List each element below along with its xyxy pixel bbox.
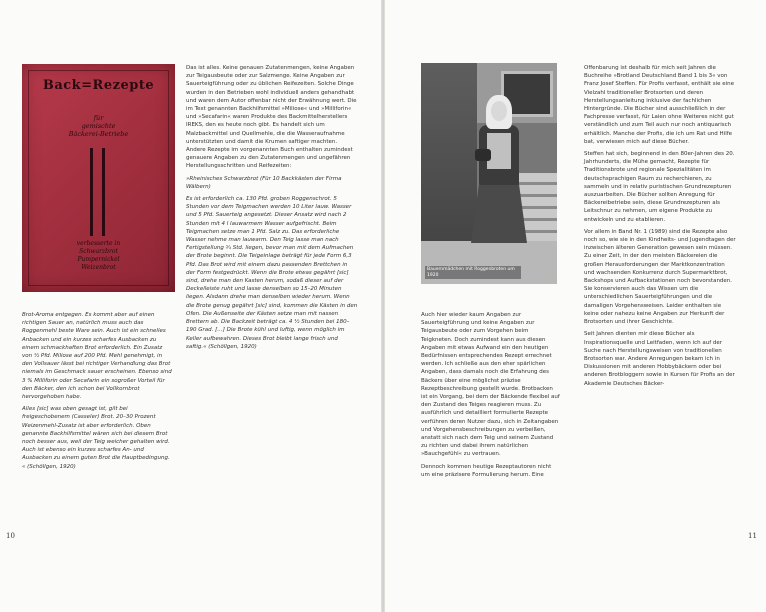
cover-publisher <box>22 240 175 272</box>
cover-ornament-bar <box>102 148 105 236</box>
paragraph: Vor allem in Band Nr. 1 (1989) sind die Rezepte also noch so, wie sie in den Kindheits- und Jugendtagen der inzwischen älteren Generation gewesen sein müssen. Zu einer Zeit, in der den meisten Bäckereien die großen Herausforderungen der Marktkonzentration und wachsenden Konkurrenz durch Supermarktbrot, Backshops und Aufbackstationen noch bevorstanden. Sie konservieren auch das Wissen um die unterschiedlichen Sauerteigführungen und die damaligen Vorgehensweisen. Leider enthalten sie keine oder nahezu keine Angaben zur Herkunft der Brotsorten und ihrer Geschichte. <box>584 228 736 326</box>
paragraph: Das ist alles. Keine genauen Zutatenmengen, keine Angaben zur Teigausbeute oder zur Salzmenge. Keine Angaben zur Sauerteigführung oder zu üblichen Reifezeiten. Solche Dinge wurden in den Betrieben wohl individuell anders gehandhabt und waren dem Autor offenbar nicht der Erwähnung wert. Die im Text genannten Backhilfsmittel »Miliose« und »Milliforin« und »Secafarin« waren Produkte des Backmittelherstellers IREKS, den es heute noch gibt. Es handelt sich um Malzbackmittel und Quellmehle, die die Wasseraufnahme unterstützten und damit die Krumen saftiger machten. Andere Rezepte im vorgenannten Buch enthalten zumindest genauere Angaben zu den Zutatenmengen und ungefähren Herstellungsschritten und Reifezeiten: <box>186 65 357 170</box>
left-page-column-1 <box>22 311 172 475</box>
paragraph: »Rheinisches Schwarzbrot (Für 10 Backkästen der Firma Wälbern) <box>186 175 342 190</box>
book-gutter <box>381 0 385 612</box>
cover-title: Back=Rezepte <box>42 78 155 93</box>
paragraph: Offenbarung ist deshalb für mich seit Jahren die Buchreihe »Brotland Deutschland Band 1 bis 3« von Franz Josef Steffen. Für Profis verfasst, enthält sie eine Vielzahl traditioneller Brotsorten und deren Herstellungsanleitung inklusive der fachlichen Hintergründe. Die Bücher sind ausschließlich in der Fachpresse verfasst, für Laien ohne Weiteres nicht gut verständlich und zum Teil auch nur noch antiquarisch erhältlich. Manche der Profis, die ich um Rat und Hilfe bat, verwiesen mich auf diese Bücher. <box>584 65 734 145</box>
cover-publisher-line: Weizenbrot <box>81 264 116 271</box>
photo-bread-loaf <box>475 149 491 161</box>
paragraph: Auch hier wieder kaum Angaben zur Sauerteigführung und keine Angaben zur Teigausbeute oder zum Vorgehen beim Teigkneten. Doch zumindest kann aus diesen Angaben mit etwas Aufwand ein den heutigen Bedürfnissen entsprechendes Rezept errechnet werden. Ich schließe aus den eher spärlichen Angaben, dass damals noch die Erfahrung des Bäckers über eine möglichst präzise Rezeptbeschreibung gestellt wurde. Brotbacken ist ein Vorgang, bei dem der Bäckende flexibel auf den Zustand des Teiges reagieren muss. Zu ausführlich und detailliert formulierte Rezepte verführen deren Nutzer dazu, sich in Zeitangaben und Vorgehensbeschreibungen zu verbeißen, anstatt sich nach dem Teig und seinem Zustand zu richten und dabei ihrem natürlichen »Bauchgefühl« zu vertrauen. <box>421 312 560 458</box>
paragraph: Steffen hat sich, beginnend in den 80er-Jahren des 20. Jahrhunderts, die Mühe gemacht, Rezepte für Traditionsbrote und regionale Spezialitäten im deutschsprachigen Raum zu recherchieren, zu sammeln und in relativ puristischen Grundrezepturen auszuarbeiten. Die Bücher sollten Anregung für Bäckereibetriebe sein, diese Grundrezepturen als Leitschnur zu nehmen, um eigene Produkte zu entwickeln und zu etablieren. <box>584 151 735 223</box>
left-page-column-2 <box>186 64 358 355</box>
cover-ornament-bar <box>90 148 93 236</box>
page-number-left: 10 <box>6 532 15 540</box>
cover-subtitle-line: Bäckerei-Betriebe <box>68 130 129 138</box>
historic-photo <box>421 63 557 284</box>
paragraph: Alles [sic] was oben gesagt ist, gilt bei freigeschobenem (Casseler) Brot. 20–30 Prozent Weizenmehl-Zusatz ist aber erforderlich. Oben genannte Backhilfsmittel wären sich bei diesem Brot noch besser aus, weil der Teig weicher gehalten wird. Auch ist ebenso ein kurzes scharfes An- und Ausbacken zu einem guten Brot die Hauptbedingung. « (Schöllgen, 1920) <box>22 406 170 470</box>
photo-figure-head <box>491 101 507 121</box>
cover-subtitle-line: gemischte <box>81 122 116 130</box>
cover-subtitle <box>22 114 175 138</box>
paragraph: Brot-Aroma entgegen. Es kommt aber auf einen richtigen Sauer an, natürlich muss auch das Roggenmehl beste Ware sein. Auch ist ein schnelles Anbacken und ein kurzes scharfes Ausbacken zu einem schmackhaften Brot erforderlich. Ein Zusatz von ½ Pfd. Miliose auf 200 Pfd. Mehl genehmigt, in den Vollsauer lässt bei richtiger Verhandlung das Brot niemals im Geschmack sauer erscheinen. Ebenso sind 3 % Milliforin oder Secafarin ein sogroßer Vorteil für den Bäcker, den ich schon bei Vollkornbrot hervorgehoben habe. <box>22 312 172 401</box>
paragraph: Seit Jahren dienten mir diese Bücher als Inspirationsquelle und Leitfaden, wenn ich auf der Suche nach Herstellungsweisen von traditionellen Brotsorten war. Andere Anregungen bekam ich in Diskussionen mit anderen Hobbybäckern oder bei anderen Brotbloggern sowie in Kursen für Profis an der Akademie Deutsches Bäcker- <box>584 331 735 387</box>
cover-publisher-line: Pumpernickel <box>77 256 120 263</box>
right-page-column-2 <box>584 64 736 392</box>
photo-caption: Bauernmädchen mit Roggenbroten um 1920 <box>425 266 521 279</box>
paragraph: Es ist erforderlich ca. 130 Pfd. groben Roggenschrot. 5 Stunden vor dem Teigmachen werden 10 Liter lauw. Wasser und 5 Pfd. Sauerteig angesetzt. Dieser Ansatz wird nach 2 Stunden mit 4 l lauwarmem Wasser aufgefrischt. Beim Teigmachen setze man 1 Pfd. Salz zu. Das erforderliche Wasser nehme man lauwarm. Den Teig lasse man nach Fertigstellung ¾ Std. liegen, bevor man mit dem Aufmachen der Brote beginnt. Die Teigeinlage beträgt für jede Form 6,3 Pfd. Das Brot wird mit einem dazu passenden Brettchen in der Form festgedrückt. Wenn die Brote etwas gegährt [sic] sind, drehe man den Kasten herum, sodaß dieser auf der Deckelleiste ruht und lasse denselben so 15–20 Minuten liegen. Alsdann drehe man denselben wieder herum. Wenn die Brote genug gegährt [sic] sind, kommen die Kästen in den Ofen. Die Außenseite der Kästen setze man mit nassen Brettern ab. Die Backzeit beträgt ca. 4 ½ Stunden bei 180–190 Grad. […] Die Brote kühl und luftig, wenn möglich im Keller aufbewahren. Dieses Brot bleibt lange frisch und saftig.« (Schöllgen, 1920) <box>186 196 358 350</box>
right-page-column-1 <box>421 311 561 483</box>
cover-publisher-line: verbesserte in <box>76 240 121 247</box>
cover-publisher-line: Schwarzbrot <box>79 248 118 255</box>
cover-subtitle-line: für <box>93 114 104 122</box>
photo-figure-skirt <box>471 181 527 243</box>
page-number-right: 11 <box>748 532 757 540</box>
paragraph: Dennoch kommen heutige Rezeptautoren nicht um eine präzisere Formulierung herum. Eine <box>421 463 552 478</box>
book-cover-image <box>22 64 175 292</box>
